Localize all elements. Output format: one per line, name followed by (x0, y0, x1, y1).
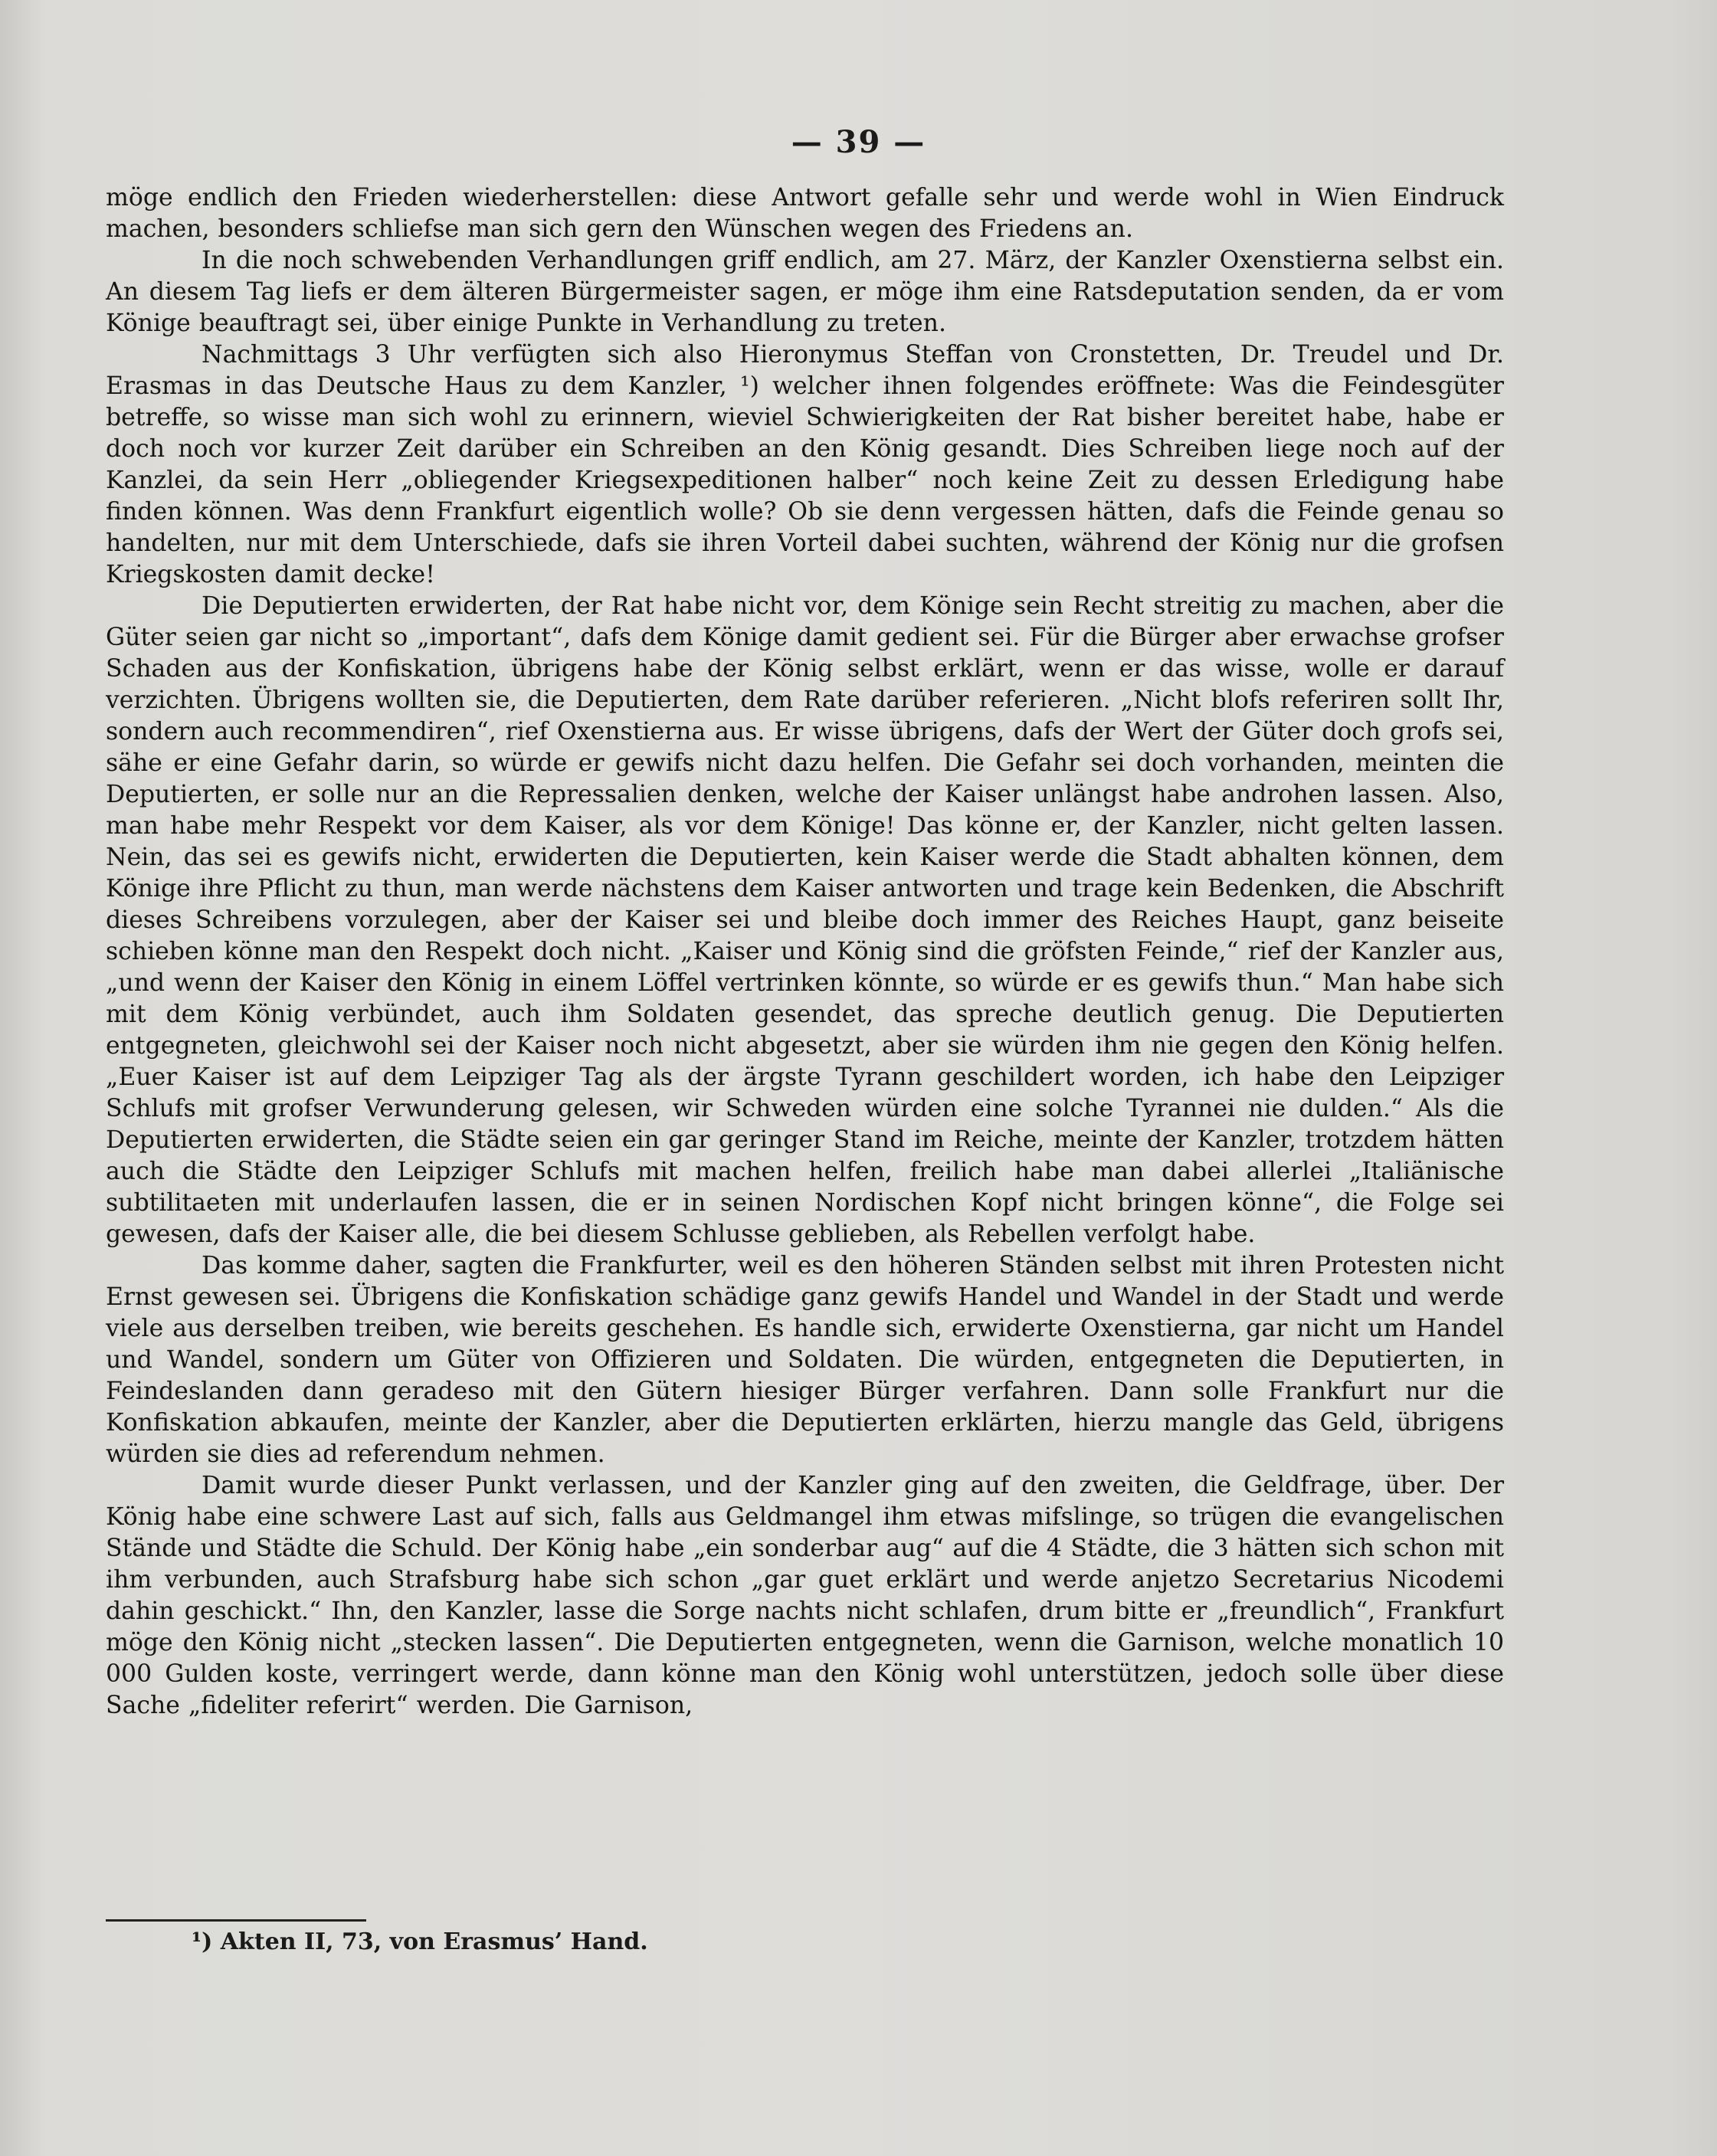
paragraph: In die noch schwebenden Verhandlungen griff endlich, am 27. März, der Kanzler Oxenstierna selbst ein. An diesem Tag liefs er dem älteren Bürgermeister sagen, er möge ihm eine Ratsdeputation senden, da er vom Könige beauftragt sei, über einige Punkte in Verhandlung zu treten. (106, 247, 1504, 337)
paragraph: Damit wurde dieser Punkt verlassen, und der Kanzler ging auf den zweiten, die Geldfrage, über. Der König habe eine schwere Last auf sich, falls aus Geldmangel ihm etwas mifslinge, so trügen die evangelischen Stände und Städte die Schuld. Der König habe „ein sonderbar aug“ auf die 4 Städte, die 3 hätten sich schon mit ihm verbunden, auch Strafsburg habe sich schon „gar guet erklärt und werde anjetzo Secretarius Nicodemi dahin geschickt.“ Ihn, den Kanzler, lasse die Sorge nachts nicht schlafen, drum bitte er „freundlich“, Frankfurt möge den König nicht „stecken lassen“. Die Deputierten entgegneten, wenn die Garnison, welche monatlich 10 000 Gulden koste, verringert werde, dann könne man den König wohl unterstützen, jedoch solle über diese Sache „fideliter referirt“ werden. Die Garnison, (106, 1472, 1504, 1719)
footnote-divider (106, 1919, 366, 1922)
paragraph: Die Deputierten erwiderten, der Rat habe nicht vor, dem Könige sein Recht streitig zu machen, aber die Güter seien gar nicht so „important“, dafs dem Könige damit gedient sei. Für die Bürger aber erwachse grofser Schaden aus der Konfiskation, übrigens habe der König selbst erklärt, wenn er das wisse, wolle er darauf verzichten. Übrigens wollten sie, die Deputierten, dem Rate darüber referieren. „Nicht blofs referiren sollt Ihr, sondern auch recommendiren“, rief Oxenstierna aus. Er wisse übrigens, dafs der Wert der Güter doch grofs sei, sähe er eine Gefahr darin, so würde er gewifs nicht dazu helfen. Die Gefahr sei doch vorhanden, meinten die Deputierten, er solle nur an die Repressalien denken, welche der Kaiser unlängst habe androhen lassen. Also, man habe mehr Respekt vor dem Kaiser, als vor dem Könige! Das könne er, der Kanzler, nicht gelten lassen. Nein, das sei es gewifs nicht, erwiderten die Deputierten, kein Kaiser werde die Stadt abhalten können, dem Könige ihre Pflicht zu thun, man werde nächstens dem Kaiser antworten und trage kein Bedenken, die Abschrift dieses Schreibens vorzulegen, aber der Kaiser sei und bleibe doch immer des Reiches Haupt, ganz beiseite schieben könne man den Respekt doch nicht. „Kaiser und König sind die gröfsten Feinde,“ rief der Kanzler aus, „und wenn der Kaiser den König in einem Löffel vertrinken könnte, so würde er es gewifs thun.“ Man habe sich mit dem König verbündet, auch ihm Soldaten gesendet, das spreche deutlich genug. Die Deputierten entgegneten, gleichwohl sei der Kaiser noch nicht abgesetzt, aber sie würden ihm nie gegen den König helfen. „Euer Kaiser ist auf dem Leipziger Tag als der ärgste Tyrann geschildert worden, ich habe den Leipziger Schlufs mit grofser Verwunderung gelesen, wir Schweden würden eine solche Tyrannei nie dulden.“ Als die Deputierten erwiderten, die Städte seien ein gar geringer Stand im Reiche, meinte der Kanzler, trotzdem hätten auch die Städte den Leipziger Schlufs mit machen helfen, freilich habe man dabei allerlei „Italiänische subtilitaeten mit underlaufen lassen, die er in seinen Nordischen Kopf nicht bringen könne“, die Folge sei gewesen, dafs der Kaiser alle, die bei diesem Schlusse geblieben, als Rebellen verfolgt habe. (106, 592, 1504, 1248)
footnote: ¹) Akten II, 73, von Erasmus’ Hand. (192, 1928, 648, 1955)
page-number: — 39 — (791, 124, 926, 160)
paragraph: Nachmittags 3 Uhr verfügten sich also Hieronymus Steffan von Cronstetten, Dr. Treudel und Dr. Erasmas in das Deutsche Haus zu dem Kanzler, ¹) welcher ihnen folgendes eröffnete: Was die Feindesgüter betreffe, so wisse man sich wohl zu erinnern, wieviel Schwierigkeiten der Rat bisher bereitet habe, habe er doch noch vor kurzer Zeit darüber ein Schreiben an den König gesandt. Dies Schreiben liege noch auf der Kanzlei, da sein Herr „obliegender Kriegsexpeditionen halber“ noch keine Zeit zu dessen Erledigung habe finden können. Was denn Frankfurt eigentlich wolle? Ob sie denn vergessen hätten, dafs die Feinde genau so handelten, nur mit dem Unterschiede, dafs sie ihren Vorteil dabei suchten, während der König nur die grofsen Kriegskosten damit decke! (106, 341, 1504, 588)
paragraph: möge endlich den Frieden wiederherstellen: diese Antwort gefalle sehr und werde wohl in Wien Eindruck machen, besonders schliefse man sich gern den Wünschen wegen des Friedens an. (106, 184, 1504, 243)
body-text (106, 182, 1504, 1722)
paragraph: Das komme daher, sagten die Frankfurter, weil es den höheren Ständen selbst mit ihren Protesten nicht Ernst gewesen sei. Übrigens die Konfiskation schädige ganz gewifs Handel und Wandel in der Stadt und werde viele aus derselben treiben, wie bereits geschehen. Es handle sich, erwiderte Oxenstierna, gar nicht um Handel und Wandel, sondern um Güter von Offizieren und Soldaten. Die würden, entgegneten die Deputierten, in Feindeslanden dann geradeso mit den Gütern hiesiger Bürger verfahren. Dann solle Frankfurt nur die Konfiskation abkaufen, meinte der Kanzler, aber die Deputierten erklärten, hierzu mangle das Geld, übrigens würden sie dies ad referendum nehmen. (106, 1252, 1504, 1468)
